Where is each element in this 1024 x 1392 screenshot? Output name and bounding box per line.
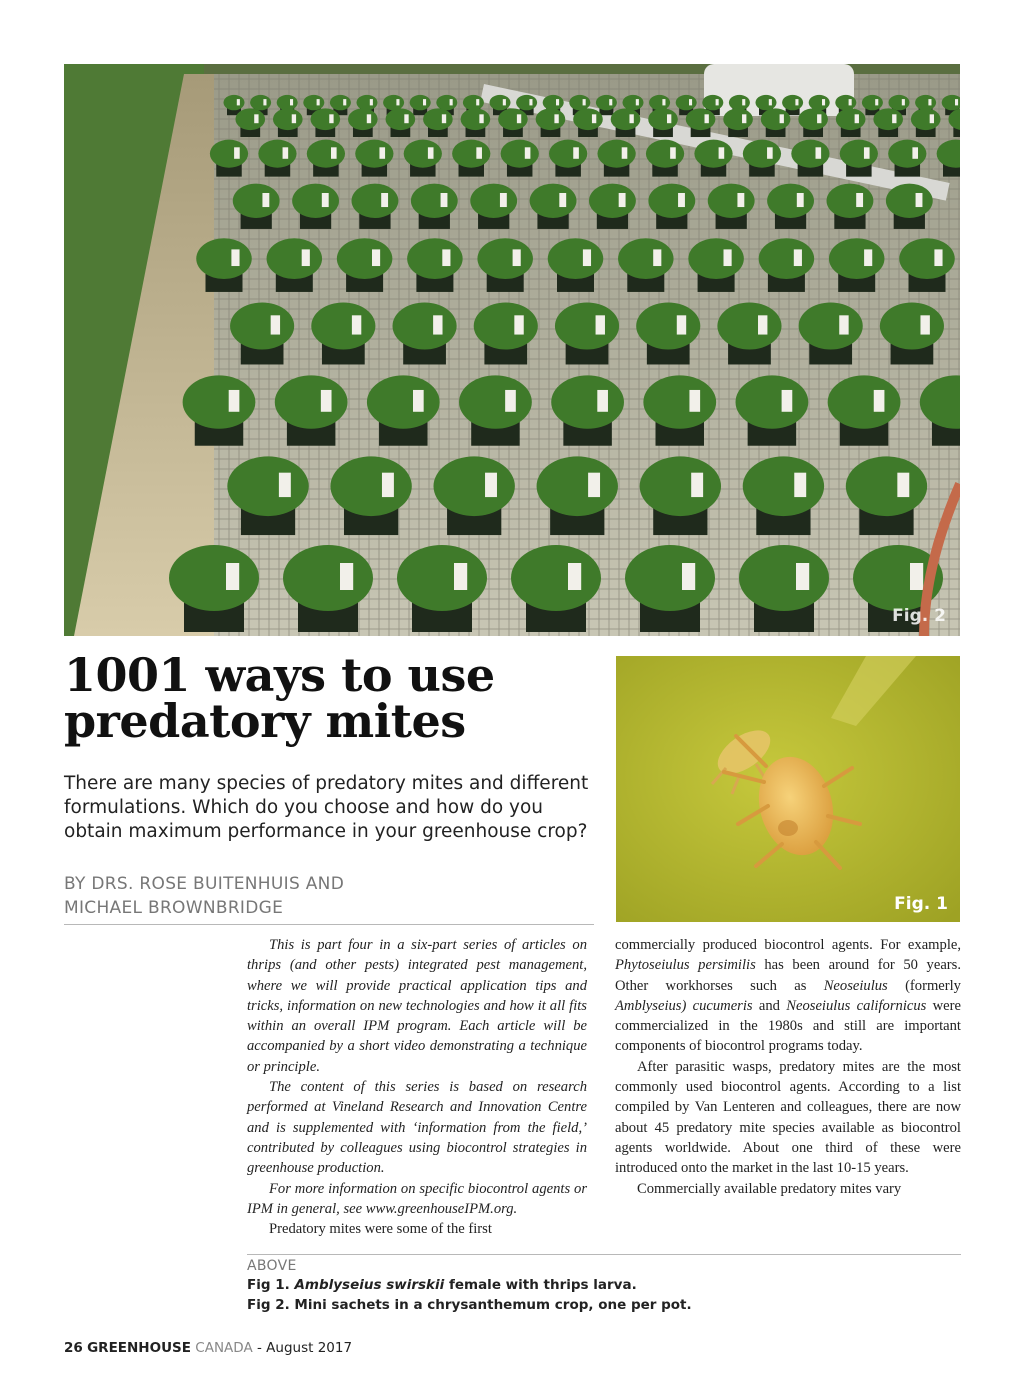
intro-paragraph-3: For more information on specific biocontrol agents or IPM in general, see www.greenhouseIPM.org. xyxy=(247,1180,587,1217)
text-run: were commercialized in the 1980s and still are important components of biocontrol programs today. xyxy=(615,997,961,1055)
plant-foliage xyxy=(474,302,538,349)
plant-foliage xyxy=(643,375,716,428)
intro-paragraph-1: This is part four in a six-part series of articles on thrips (and other pests) integrated pest management, where we will provide practical application tips and tricks, information on new technologies and how it all fits within an overall IPM program. Each article will be accompanied by a short video demonstrating a technique or principle. xyxy=(247,937,587,1075)
plant-foliage xyxy=(536,108,566,130)
plant-label-tag xyxy=(423,99,426,105)
plant-label-tag xyxy=(629,114,633,123)
plant-foliage xyxy=(648,184,695,218)
right-column xyxy=(615,935,961,1199)
plant-label-tag xyxy=(554,114,558,123)
plant-label-tag xyxy=(794,249,802,266)
plant-foliage xyxy=(729,95,750,110)
plant-foliage xyxy=(555,302,619,349)
plant-label-tag xyxy=(796,563,809,590)
plant-foliage xyxy=(646,140,684,168)
plant-foliage xyxy=(840,140,878,168)
plant-label-tag xyxy=(588,473,600,497)
plant-foliage xyxy=(873,108,903,130)
caption-heading: ABOVE xyxy=(247,1258,297,1274)
plant-foliage xyxy=(702,95,723,110)
plant-label-tag xyxy=(279,473,291,497)
plant-foliage xyxy=(461,108,491,130)
plant-foliage xyxy=(589,184,636,218)
plant-foliage xyxy=(267,238,323,279)
plant-foliage xyxy=(836,108,866,130)
plant-label-tag xyxy=(559,193,566,207)
plant-label-tag xyxy=(372,249,380,266)
plant-label-tag xyxy=(839,315,848,334)
plant-foliage xyxy=(688,238,744,279)
plant-label-tag xyxy=(433,315,442,334)
plant-label-tag xyxy=(682,563,695,590)
plant-label-tag xyxy=(302,249,310,266)
plant-foliage xyxy=(277,95,298,110)
plant-foliage xyxy=(625,545,715,611)
plant-foliage xyxy=(511,545,601,611)
plant-label-tag xyxy=(237,99,240,105)
plant-foliage xyxy=(915,95,936,110)
plant-foliage xyxy=(743,456,824,516)
species-name: Phytoseiulus persimilis xyxy=(615,957,756,974)
plant-foliage xyxy=(352,184,399,218)
plant-foliage xyxy=(258,140,296,168)
plant-foliage xyxy=(676,95,697,110)
plant-foliage xyxy=(330,456,411,516)
plant-foliage xyxy=(273,108,303,130)
plant-foliage xyxy=(393,302,457,349)
text-run: and xyxy=(752,997,787,1014)
byline-line-2: MICHAEL BROWNBRIDGE xyxy=(64,898,284,918)
plant-label-tag xyxy=(340,563,353,590)
plant-label-tag xyxy=(955,99,958,105)
plant-label-tag xyxy=(381,193,388,207)
plant-label-tag xyxy=(404,114,408,123)
plant-label-tag xyxy=(794,473,806,497)
plant-label-tag xyxy=(382,473,394,497)
plant-foliage xyxy=(404,140,442,168)
plant-label-tag xyxy=(517,114,521,123)
text-run: commercially produced biocontrol agents. For example, xyxy=(615,937,961,953)
plant-foliage xyxy=(827,184,874,218)
plant-foliage xyxy=(230,302,294,349)
plant-foliage xyxy=(355,140,393,168)
caption-divider xyxy=(247,1254,961,1255)
plant-label-tag xyxy=(583,99,586,105)
plant-label-tag xyxy=(934,249,942,266)
plant-label-tag xyxy=(795,99,798,105)
plant-foliage xyxy=(862,95,883,110)
plant-label-tag xyxy=(662,99,665,105)
plant-foliage xyxy=(196,238,252,279)
plant-foliage xyxy=(782,95,803,110)
plant-foliage xyxy=(648,108,678,130)
mite-photo xyxy=(616,656,960,922)
fig2-label: Fig. 2 xyxy=(892,606,946,626)
caption-species: Amblyseius swirskii xyxy=(294,1277,445,1293)
plant-foliage xyxy=(743,140,781,168)
plant-label-tag xyxy=(573,147,579,158)
plant-foliage xyxy=(307,140,345,168)
plant-label-tag xyxy=(352,315,361,334)
plant-foliage xyxy=(551,375,624,428)
plant-label-tag xyxy=(689,99,692,105)
plant-foliage xyxy=(846,456,927,516)
left-column xyxy=(247,935,587,1239)
caption-fig2: Fig 2. Mini sachets in a chrysanthemum crop, one per pot. xyxy=(247,1297,692,1313)
plant-label-tag xyxy=(902,99,905,105)
plant-foliage xyxy=(407,238,463,279)
plant-label-tag xyxy=(737,193,744,207)
plant-label-tag xyxy=(897,473,909,497)
plant-label-tag xyxy=(231,249,239,266)
plant-foliage xyxy=(611,108,641,130)
plant-foliage xyxy=(761,108,791,130)
plant-foliage xyxy=(686,108,716,130)
plant-foliage xyxy=(292,184,339,218)
plant-foliage xyxy=(739,545,829,611)
plant-foliage xyxy=(636,302,700,349)
plant-foliage xyxy=(828,375,901,428)
plant-foliage xyxy=(835,95,856,110)
plant-foliage xyxy=(311,302,375,349)
plant-label-tag xyxy=(413,390,424,412)
plant-foliage xyxy=(759,238,815,279)
plant-label-tag xyxy=(864,147,870,158)
plant-foliage xyxy=(434,456,515,516)
plant-label-tag xyxy=(396,99,399,105)
plant-foliage xyxy=(233,184,280,218)
page-number: 26 xyxy=(64,1340,83,1356)
plant-foliage xyxy=(911,108,941,130)
plant-foliage xyxy=(736,375,809,428)
fig1-label: Fig. 1 xyxy=(894,894,948,914)
plant-foliage xyxy=(549,140,587,168)
byline-line-1: BY DRS. ROSE BUITENHUIS AND xyxy=(64,874,345,894)
plant-label-tag xyxy=(767,147,773,158)
plant-label-tag xyxy=(442,114,446,123)
page-footer xyxy=(64,1340,352,1356)
plant-label-tag xyxy=(716,99,719,105)
plant-foliage xyxy=(597,140,635,168)
plant-label-tag xyxy=(782,390,793,412)
plant-foliage xyxy=(498,108,528,130)
plant-label-tag xyxy=(329,114,333,123)
plant-label-tag xyxy=(503,99,506,105)
intro-paragraph-2: The content of this series is based on research performed at Vineland Research and Innovation Centre and is supplemented with ‘information from the field,’ contributed by colleagues using biocontrol strategies in greenhouse production. xyxy=(247,1079,587,1177)
plant-foliage xyxy=(516,95,537,110)
article-byline xyxy=(64,872,594,920)
plant-label-tag xyxy=(254,114,258,123)
plant-foliage xyxy=(169,545,259,611)
plant-label-tag xyxy=(317,99,320,105)
body-paragraph-2 xyxy=(615,935,961,1057)
magazine-name: GREENHOUSE xyxy=(87,1340,191,1356)
plant-foliage xyxy=(459,375,532,428)
plant-foliage xyxy=(224,95,245,110)
plant-foliage xyxy=(618,238,674,279)
plant-foliage xyxy=(717,302,781,349)
issue-date: August 2017 xyxy=(266,1340,353,1356)
plant-label-tag xyxy=(677,315,686,334)
plant-foliage xyxy=(623,95,644,110)
plant-label-tag xyxy=(855,114,859,123)
plant-foliage xyxy=(756,95,777,110)
plant-label-tag xyxy=(742,114,746,123)
plant-label-tag xyxy=(622,147,628,158)
plant-foliage xyxy=(348,108,378,130)
plant-foliage xyxy=(303,95,324,110)
plant-label-tag xyxy=(485,473,497,497)
plant-foliage xyxy=(889,95,910,110)
plant-label-tag xyxy=(910,563,923,590)
plant-label-tag xyxy=(742,99,745,105)
plant-foliage xyxy=(463,95,484,110)
plant-label-tag xyxy=(583,249,591,266)
plant-label-tag xyxy=(263,99,266,105)
plant-label-tag xyxy=(822,99,825,105)
plant-foliage xyxy=(227,456,308,516)
text-run: (formerly xyxy=(887,977,961,994)
plant-label-tag xyxy=(262,193,269,207)
plant-label-tag xyxy=(849,99,852,105)
plant-foliage xyxy=(410,95,431,110)
byline-divider xyxy=(64,924,594,925)
plant-foliage xyxy=(899,238,955,279)
plant-label-tag xyxy=(875,99,878,105)
plant-foliage xyxy=(250,95,271,110)
plant-foliage xyxy=(386,108,416,130)
plant-foliage xyxy=(886,184,933,218)
plant-label-tag xyxy=(920,315,929,334)
plant-label-tag xyxy=(450,99,453,105)
caption-text: female with thrips larva. xyxy=(444,1277,637,1293)
plant-label-tag xyxy=(226,563,239,590)
plant-label-tag xyxy=(691,473,703,497)
plant-label-tag xyxy=(609,99,612,105)
plant-label-tag xyxy=(283,147,289,158)
article-deck: There are many species of predatory mites and different formulations. Which do you choose and how do you obtain maximum performance in your greenhouse crop? xyxy=(64,773,589,842)
plant-label-tag xyxy=(321,390,332,412)
plant-foliage xyxy=(694,140,732,168)
mite-illustration xyxy=(616,656,960,922)
plant-foliage xyxy=(543,95,564,110)
plant-label-tag xyxy=(689,390,700,412)
caption-prefix: Fig 1. xyxy=(247,1277,295,1293)
plant-label-tag xyxy=(597,390,608,412)
plant-foliage xyxy=(640,456,721,516)
plant-foliage xyxy=(411,184,458,218)
plant-label-tag xyxy=(513,249,521,266)
plant-foliage xyxy=(330,95,351,110)
body-paragraph-4: Commercially available predatory mites vary xyxy=(637,1180,902,1197)
plant-label-tag xyxy=(930,114,934,123)
plant-foliage xyxy=(477,238,533,279)
plant-foliage xyxy=(649,95,670,110)
plant-foliage xyxy=(573,108,603,130)
plant-label-tag xyxy=(290,99,293,105)
plant-foliage xyxy=(530,184,577,218)
plant-foliage xyxy=(880,302,944,349)
plant-label-tag xyxy=(797,193,804,207)
body-paragraph-1: Predatory mites were some of the first xyxy=(269,1221,492,1238)
plant-foliage xyxy=(183,375,256,428)
plant-label-tag xyxy=(780,114,784,123)
plant-label-tag xyxy=(874,390,885,412)
plant-foliage xyxy=(501,140,539,168)
plant-label-tag xyxy=(928,99,931,105)
plant-label-tag xyxy=(442,249,450,266)
species-name: Neoseiulus californicus xyxy=(786,997,927,1014)
plant-label-tag xyxy=(441,193,448,207)
plant-label-tag xyxy=(322,193,329,207)
plant-label-tag xyxy=(343,99,346,105)
plant-foliage xyxy=(311,108,341,130)
plant-foliage xyxy=(397,545,487,611)
plant-foliage xyxy=(210,140,248,168)
plant-label-tag xyxy=(525,147,531,158)
plant-label-tag xyxy=(229,390,240,412)
plant-foliage xyxy=(798,108,828,130)
plant-foliage xyxy=(723,108,753,130)
greenhouse-photo xyxy=(64,64,960,636)
plant-foliage xyxy=(767,184,814,218)
plant-foliage xyxy=(436,95,457,110)
plant-label-tag xyxy=(428,147,434,158)
plant-foliage xyxy=(548,238,604,279)
footer-separator: - xyxy=(252,1340,267,1356)
plant-foliage xyxy=(888,140,926,168)
caption-fig1 xyxy=(247,1277,637,1293)
plant-label-tag xyxy=(367,114,371,123)
plant-foliage xyxy=(283,545,373,611)
text-run: has been around for 50 years. Other workhorses such as xyxy=(615,957,961,994)
plant-label-tag xyxy=(856,193,863,207)
plant-foliage xyxy=(809,95,830,110)
plant-label-tag xyxy=(816,147,822,158)
plant-label-tag xyxy=(892,114,896,123)
plant-label-tag xyxy=(864,249,872,266)
plant-label-tag xyxy=(514,315,523,334)
plant-label-tag xyxy=(596,315,605,334)
plant-label-tag xyxy=(667,114,671,123)
plant-label-tag xyxy=(479,114,483,123)
headline-line-1: 1001 ways to use xyxy=(64,648,495,702)
plant-label-tag xyxy=(817,114,821,123)
plant-label-tag xyxy=(556,99,559,105)
plant-foliage xyxy=(596,95,617,110)
plant-label-tag xyxy=(912,147,918,158)
plant-label-tag xyxy=(619,193,626,207)
plant-label-tag xyxy=(916,193,923,207)
plant-label-tag xyxy=(234,147,240,158)
plant-foliage xyxy=(799,302,863,349)
plant-label-tag xyxy=(454,563,467,590)
plant-foliage xyxy=(383,95,404,110)
plant-label-tag xyxy=(271,315,280,334)
plant-label-tag xyxy=(505,390,516,412)
plant-foliage xyxy=(235,108,265,130)
plant-foliage xyxy=(490,95,511,110)
plant-label-tag xyxy=(592,114,596,123)
greenhouse-illustration xyxy=(64,64,960,636)
plant-label-tag xyxy=(724,249,732,266)
plant-foliage xyxy=(708,184,755,218)
plant-foliage xyxy=(537,456,618,516)
plant-label-tag xyxy=(758,315,767,334)
plant-label-tag xyxy=(529,99,532,105)
plant-label-tag xyxy=(719,147,725,158)
plant-foliage xyxy=(357,95,378,110)
plant-foliage xyxy=(452,140,490,168)
article-headline xyxy=(64,648,604,748)
plant-label-tag xyxy=(476,147,482,158)
plant-foliage xyxy=(569,95,590,110)
plant-label-tag xyxy=(769,99,772,105)
plant-foliage xyxy=(470,184,517,218)
plant-label-tag xyxy=(370,99,373,105)
species-name: Neoseiulus xyxy=(823,977,888,994)
body-paragraph-3: After parasitic wasps, predatory mites are the most commonly used biocontrol agents. According to a list compiled by Van Lenteren and colleagues, there are now about 45 predatory mite species available as biocontrol agents worldwide. About one third of these were introduced onto the market in the last 10-15 years. xyxy=(615,1058,961,1177)
plant-foliage xyxy=(423,108,453,130)
plant-label-tag xyxy=(636,99,639,105)
plant-label-tag xyxy=(379,147,385,158)
plant-foliage xyxy=(275,375,348,428)
plant-label-tag xyxy=(331,147,337,158)
plant-label-tag xyxy=(476,99,479,105)
plant-label-tag xyxy=(568,563,581,590)
plant-label-tag xyxy=(500,193,507,207)
plant-label-tag xyxy=(678,193,685,207)
plant-label-tag xyxy=(670,147,676,158)
plant-label-tag xyxy=(292,114,296,123)
plant-label-tag xyxy=(653,249,661,266)
pipe-fitting xyxy=(704,64,854,116)
headline-line-2: predatory mites xyxy=(64,694,466,748)
plant-foliage xyxy=(829,238,885,279)
plant-foliage xyxy=(367,375,440,428)
species-name: Amblyseius) cucumeris xyxy=(615,997,753,1014)
plant-foliage xyxy=(337,238,393,279)
magazine-name-secondary: CANADA xyxy=(195,1340,253,1356)
plant-foliage xyxy=(791,140,829,168)
plant-label-tag xyxy=(705,114,709,123)
